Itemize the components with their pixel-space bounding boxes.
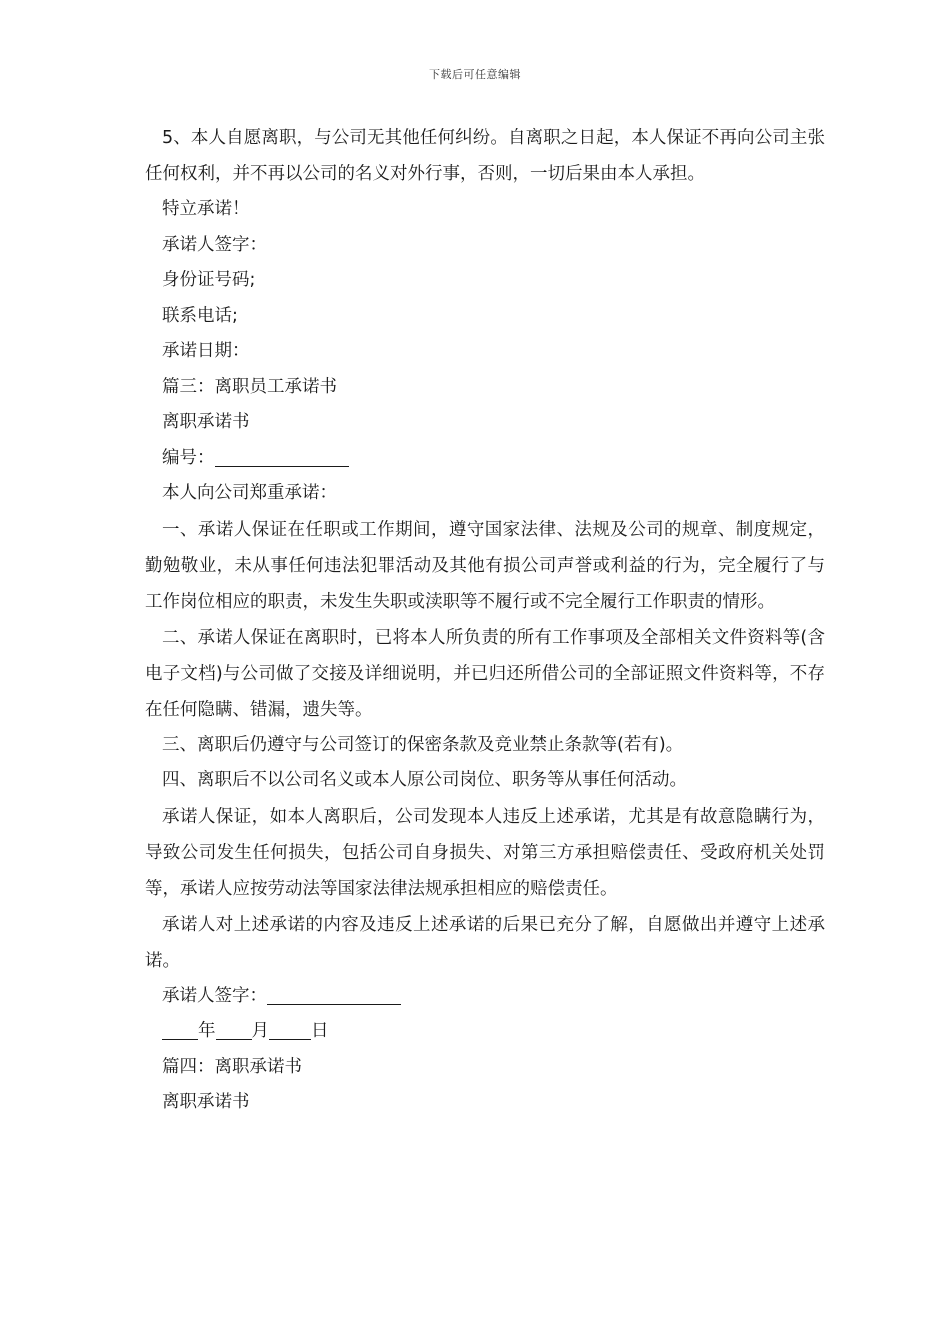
clause-4: 四、离职后不以公司名义或本人原公司岗位、职务等从事任何活动。: [162, 770, 687, 790]
date-label: 承诺日期：: [162, 341, 250, 361]
document-body: [145, 120, 825, 1121]
signature-label-2: 承诺人签字：: [162, 985, 267, 1006]
header-note: 下载后可任意编辑: [429, 68, 521, 81]
phone-label: 联系电话;: [162, 305, 238, 326]
day-label: 日: [311, 1021, 329, 1041]
year-blank: [162, 1019, 198, 1040]
id-number-label: 身份证号码;: [162, 270, 256, 290]
section-3-heading: 离职承诺书: [162, 412, 250, 432]
number-blank: [215, 446, 349, 467]
signature-label: 承诺人签字：: [162, 234, 267, 255]
guarantee-paragraph: 承诺人保证，如本人离职后，公司发现本人违反上述承诺，尤其是有故意隐瞒行为，导致公司发生任何损失，包括公司自身损失、对第三方承担赔偿责任、受政府机关处罚等，承诺人应按劳动法等国家法律法规承担相应的赔偿责任。: [145, 806, 825, 899]
section-4-title: 篇四：离职承诺书: [162, 1056, 302, 1077]
signature-blank: [267, 984, 401, 1005]
paragraph-item-5: 5、本人自愿离职，与公司无其他任何纠纷。自离职之日起，本人保证不再向公司主张任何权利，并不再以公司的名义对外行事，否则，一切后果由本人承担。: [145, 128, 825, 184]
clause-3: 三、离职后仍遵守与公司签订的保密条款及竞业禁止条款等(若有)。: [162, 734, 684, 755]
intro-line: 本人向公司郑重承诺：: [162, 483, 337, 503]
section-3-title: 篇三：离职员工承诺书: [162, 376, 337, 397]
month-label: 月: [251, 1021, 269, 1041]
section-4-heading: 离职承诺书: [162, 1092, 250, 1112]
number-label: 编号：: [162, 447, 215, 468]
year-label: 年: [198, 1021, 216, 1041]
day-blank: [269, 1019, 311, 1040]
understanding-paragraph: 承诺人对上述承诺的内容及违反上述承诺的后果已充分了解，自愿做出并遵守上述承诺。: [145, 914, 825, 971]
special-promise-line: 特立承诺！: [162, 199, 250, 219]
number-line: [145, 441, 825, 477]
month-blank: [216, 1019, 252, 1040]
clause-2: 二、承诺人保证在离职时，已将本人所负责的所有工作事项及全部相关文件资料等(含电子文档)与公司做了交接及详细说明，并已归还所借公司的全部证照文件资料等，不存在任何隐瞒、错漏，遗失等。: [145, 627, 825, 720]
clause-1: 一、承诺人保证在任职或工作期间，遵守国家法律、法规及公司的规章、制度规定，勤勉敬业，未从事任何违法犯罪活动及其他有损公司声誉或利益的行为，完全履行了与工作岗位相应的职责，未发生失职或渎职等不履行或不完全履行工作职责的情形。: [145, 519, 825, 612]
date-line: [145, 1014, 825, 1050]
signature-line-2: [145, 979, 825, 1015]
